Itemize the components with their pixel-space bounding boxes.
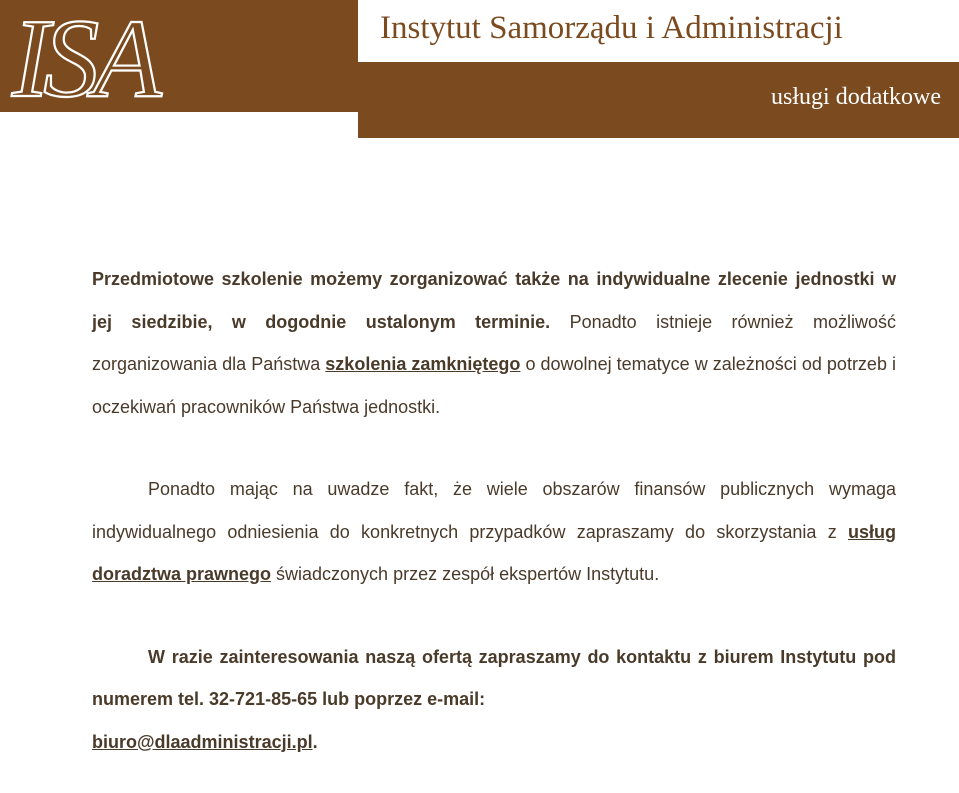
- custom-training-text: Ponadto istnieje również możliwość zorganizowania dla Państwa: [92, 311, 896, 374]
- legal-advice-text: Ponadto mając na uwadze fakt, że wiele obszarów finansów publicznych wymaga indywidualnego odniesienia do konkretnych przypadków zapraszamy do skorzystania z: [92, 479, 896, 542]
- main-content: [92, 258, 896, 763]
- paragraph-custom-training: [92, 258, 896, 428]
- custom-training-text-end: o dowolnej tematyce w zależności od potrzeb i oczekiwań pracowników Państwa jednostki.: [92, 354, 897, 417]
- site-title[interactable]: Instytut Samorządu i Administracji: [380, 10, 843, 46]
- page-subtitle: usługi dodatkowe: [771, 84, 941, 110]
- legal-advice-text-end: świadczonych przez zespół ekspertów Instytutu.: [271, 564, 660, 584]
- paragraph-legal-advice: [92, 468, 896, 596]
- paragraph-contact: [92, 636, 896, 764]
- contact-end: .: [312, 731, 318, 752]
- logo-lettering: ISA: [12, 0, 156, 112]
- contact-text: W razie zainteresowania naszą ofertą zapraszamy do kontaktu z biurem Instytutu pod numerem tel. 32-721-85-65 lub poprzez e-mail:: [92, 646, 896, 709]
- custom-training-intro: Przedmiotowe szkolenie możemy zorganizować także na indywidualne zlecenie jednostki w jej siedzibie, w dogodnie ustalonym terminie.: [92, 269, 896, 332]
- closed-training-link[interactable]: szkolenia zamkniętego: [325, 354, 521, 374]
- email-link[interactable]: biuro@dlaadministracji.pl: [92, 731, 313, 752]
- legal-advice-link[interactable]: usług doradztwa prawnego: [92, 521, 896, 584]
- header-band: [358, 62, 959, 138]
- logo-background: [0, 0, 358, 112]
- isa-logo[interactable]: [8, 0, 353, 112]
